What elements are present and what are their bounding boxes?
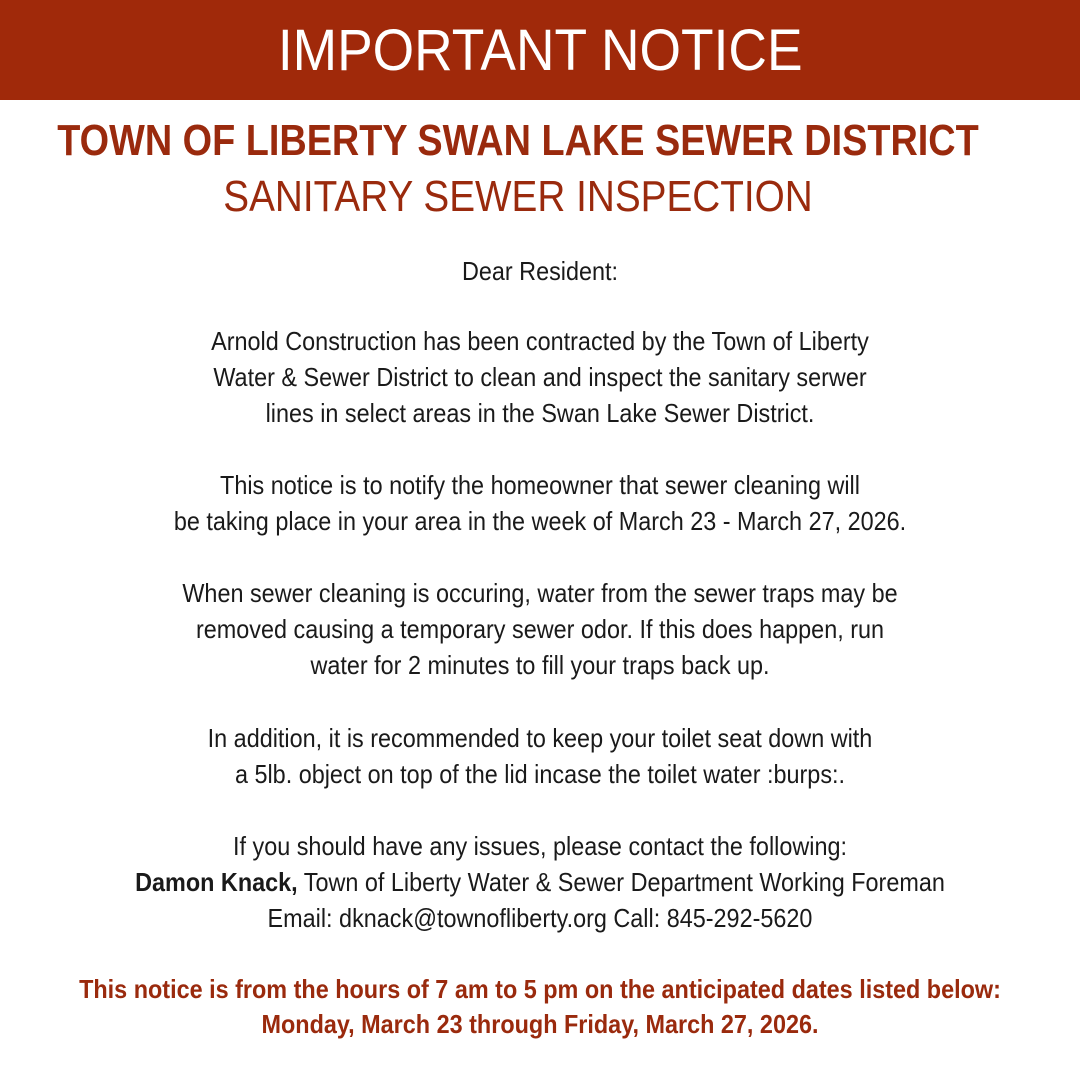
paragraph-line: Arnold Construction has been contracted by the Town of Liberty [211,326,869,356]
paragraph-line: In addition, it is recommended to keep your toilet seat down with [207,723,873,753]
contact-intro: If you should have any issues, please contact the following: [233,831,847,861]
banner-title: IMPORTANT NOTICE [277,17,803,83]
footer-hours: This notice is from the hours of 7 am to 5 pm on the anticipated dates listed below: [79,974,1001,1004]
district-title: TOWN OF LIBERTY SWAN LAKE SEWER DISTRICT [57,116,979,165]
contact-person [54,864,1026,900]
paragraph-line: water for 2 minutes to fill your traps back up. [310,650,770,680]
greeting: Dear Resident: [461,256,619,286]
notice-subtitle: SANITARY SEWER INSPECTION [223,172,813,221]
paragraph-line: removed causing a temporary sewer odor. If this does happen, run [195,614,885,644]
paragraph-line: When sewer cleaning is occuring, water from the sewer traps may be [182,578,898,608]
paragraph-line: This notice is to notify the homeowner that sewer cleaning will [220,470,860,500]
contact-role: Town of Liberty Water & Sewer Department Working Foreman [297,867,945,897]
contact-name: Damon Knack, [135,867,298,897]
contact-details: Email: dknack@townofliberty.org Call: 845-292-5620 [267,903,813,933]
paragraph-line: Water & Sewer District to clean and inspect the sanitary serwer [213,362,867,392]
paragraph-line: be taking place in your area in the week of March 23 - March 27, 2026. [173,506,907,536]
notice-banner [0,0,1080,100]
paragraph-line: a 5lb. object on top of the lid incase the toilet water :burps:. [234,759,846,789]
footer-dates: Monday, March 23 through Friday, March 27, 2026. [261,1009,819,1039]
paragraph-line: lines in select areas in the Swan Lake Sewer District. [265,398,815,428]
